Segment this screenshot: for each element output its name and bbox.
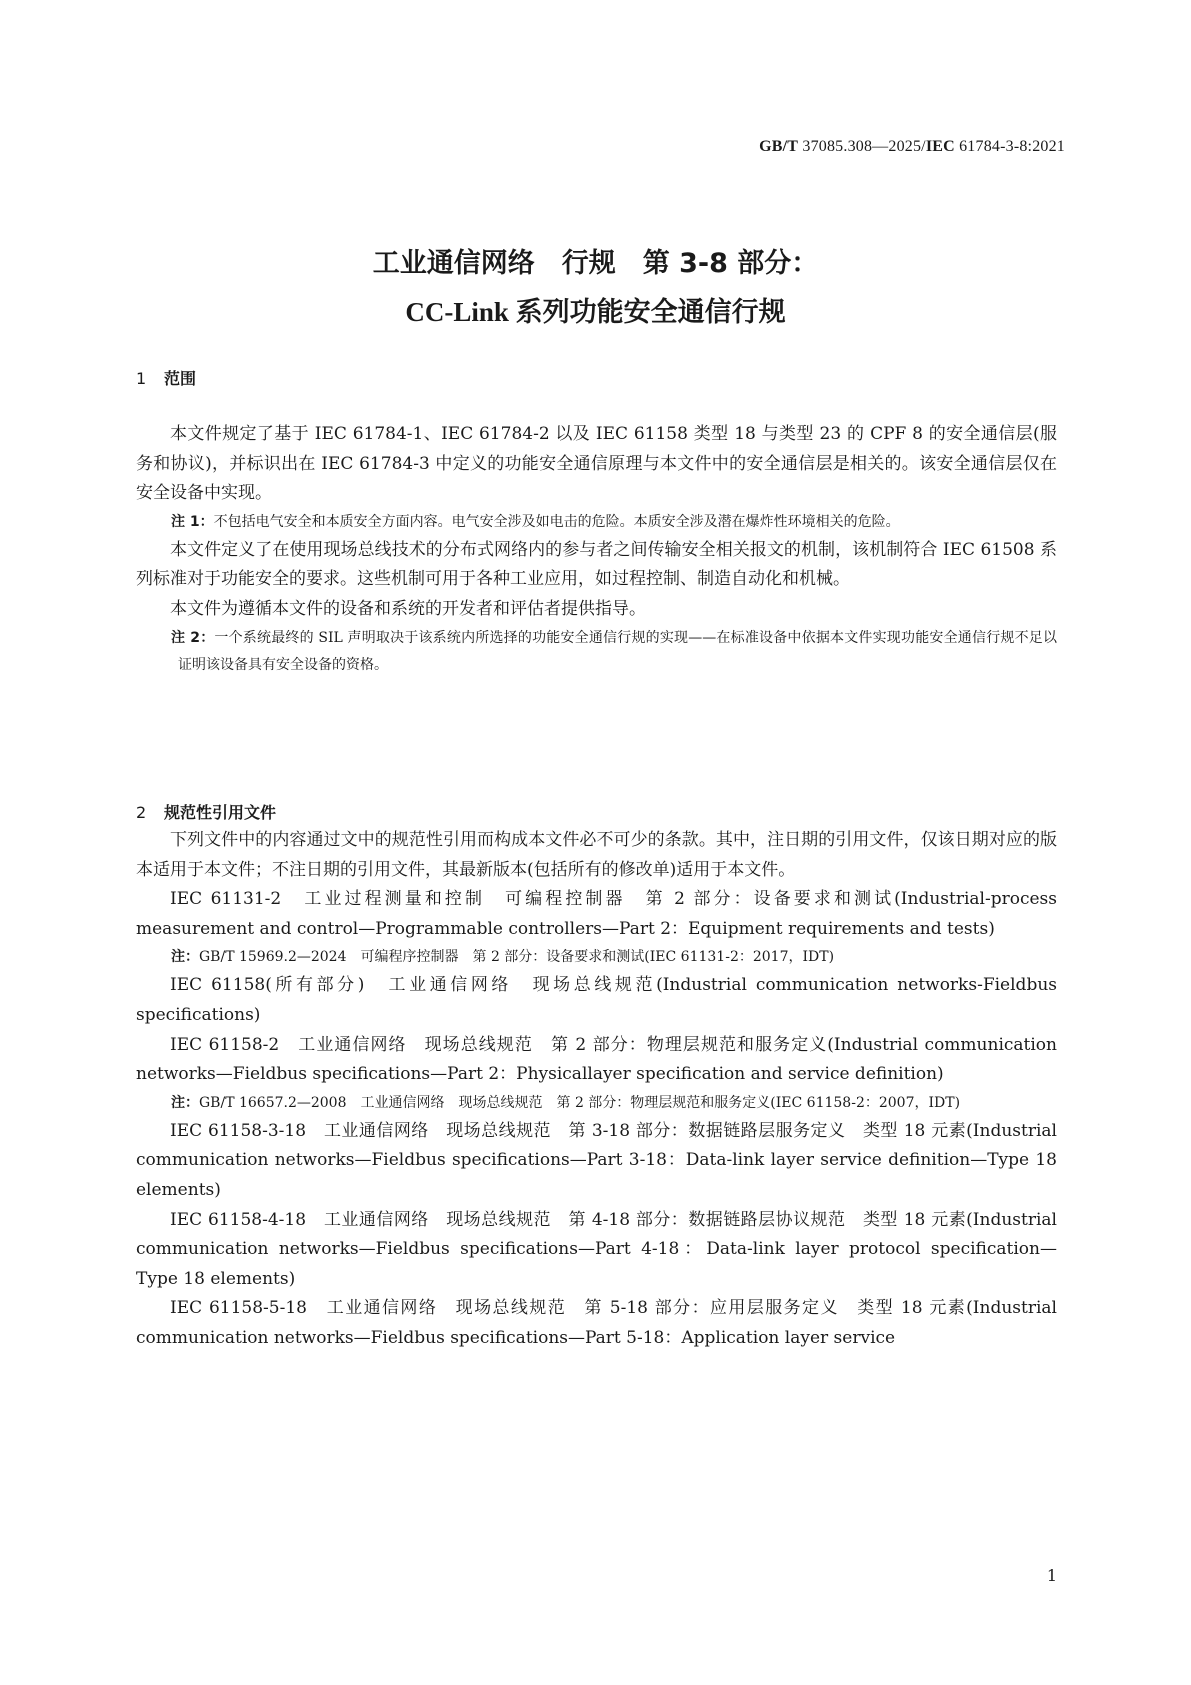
note-label: 注 1：	[171, 513, 214, 530]
reference-iec-61158-3-18: IEC 61158-3-18 工业通信网络 现场总线规范 第 3-18 部分：数据链路层服务定义 类型 18 元素(Industrial communication networks—Fieldbus specifications—Part 3-18：Data-link layer service definition—Type 18 elements)	[136, 1120, 1057, 1200]
reference-iec-61131-2: IEC 61131-2 工业过程测量和控制 可编程控制器 第 2 部分：设备要求和测试(Industrial-process measurement and control—Programmable controllers—Part 2：Equipment requirements and tests)	[136, 889, 1057, 939]
note-text: 不包括电气安全和本质安全方面内容。电气安全涉及如电击的危险。本质安全涉及潜在爆炸性环境相关的危险。	[213, 513, 900, 530]
document-title	[0, 240, 1191, 336]
section-number: 2	[136, 803, 147, 822]
note-label: 注 2：	[171, 629, 215, 646]
header-gbt: GB/T	[759, 138, 799, 155]
scope-paragraph-1: 本文件规定了基于 IEC 61784-1、IEC 61784-2 以及 IEC 61158 类型 18 与类型 23 的 CPF 8 的安全通信层(服务和协议)，并标识出在 IEC 61784-3 中定义的功能安全通信原理与本文件中的安全通信层是相关的。该安全通信层仅在安全设备中实现。	[136, 424, 1057, 504]
reference-iec-61158-4-18: IEC 61158-4-18 工业通信网络 现场总线规范 第 4-18 部分：数据链路层协议规范 类型 18 元素(Industrial communication networks—Fieldbus specifications—Part 4-18：Data-link layer protocol specification—Type 18 elements)	[136, 1209, 1057, 1289]
section-title: 范围	[164, 369, 197, 388]
section-number: 1	[136, 369, 147, 388]
scope-paragraph-2: 本文件定义了在使用现场总线技术的分布式网络内的参与者之间传输安全相关报文的机制，该机制符合 IEC 61508 系列标准对于功能安全的要求。这些机制可用于各种工业应用，如过程控制、制造自动化和机械。	[136, 539, 1057, 590]
note-text: GB/T 16657.2—2008 工业通信网络 现场总线规范 第 2 部分：物理层规范和服务定义(IEC 61158-2：2007，IDT)	[199, 1094, 961, 1111]
header-iec: IEC	[925, 138, 955, 155]
title-line-1: 工业通信网络 行规 第 3-8 部分：	[372, 248, 819, 279]
note-label: 注：	[171, 949, 199, 966]
section-1-heading	[136, 366, 196, 389]
reference-iec-61158-2: IEC 61158-2 工业通信网络 现场总线规范 第 2 部分：物理层规范和服务定义(Industrial communication networks—Fieldbus specifications—Part 2：Physicallayer specification and service definition)	[136, 1034, 1057, 1085]
page-number: 1	[1046, 1566, 1057, 1585]
note-label: 注：	[171, 1094, 199, 1111]
reference-note	[136, 944, 1057, 971]
section-1-body	[136, 420, 1057, 679]
note-1	[136, 509, 1057, 536]
reference-iec-61158: IEC 61158(所有部分) 工业通信网络 现场总线规范(Industrial communication networks-Fieldbus specifications)	[136, 975, 1057, 1025]
header-number: 37085.308—2025/	[798, 138, 926, 155]
reference-note	[136, 1090, 1057, 1117]
title-line-2: CC-Link 系列功能安全通信行规	[405, 297, 786, 327]
note-text: 一个系统最终的 SIL 声明取决于该系统内所选择的功能安全通信行规的实现——在标准设备中依据本文件实现功能安全通信行规不足以证明该设备具有安全设备的资格。	[178, 629, 1057, 673]
section-2-body	[136, 826, 1057, 1354]
section-2-heading	[136, 800, 276, 823]
header-iec-number: 61784-3-8:2021	[954, 138, 1065, 155]
document-id-header	[759, 138, 1065, 156]
section-title: 规范性引用文件	[164, 803, 277, 822]
note-text: GB/T 15969.2—2024 可编程序控制器 第 2 部分：设备要求和测试(IEC 61131-2：2017，IDT)	[199, 949, 835, 966]
note-2	[136, 625, 1057, 679]
scope-paragraph-3: 本文件为遵循本文件的设备和系统的开发者和评估者提供指导。	[170, 598, 646, 619]
reference-iec-61158-5-18: IEC 61158-5-18 工业通信网络 现场总线规范 第 5-18 部分：应用层服务定义 类型 18 元素(Industrial communication networks—Fieldbus specifications—Part 5-18：Application layer service	[136, 1298, 1057, 1348]
references-intro: 下列文件中的内容通过文中的规范性引用而构成本文件必不可少的条款。其中，注日期的引用文件，仅该日期对应的版本适用于本文件；不注日期的引用文件，其最新版本(包括所有的修改单)适用于本文件。	[136, 830, 1057, 880]
